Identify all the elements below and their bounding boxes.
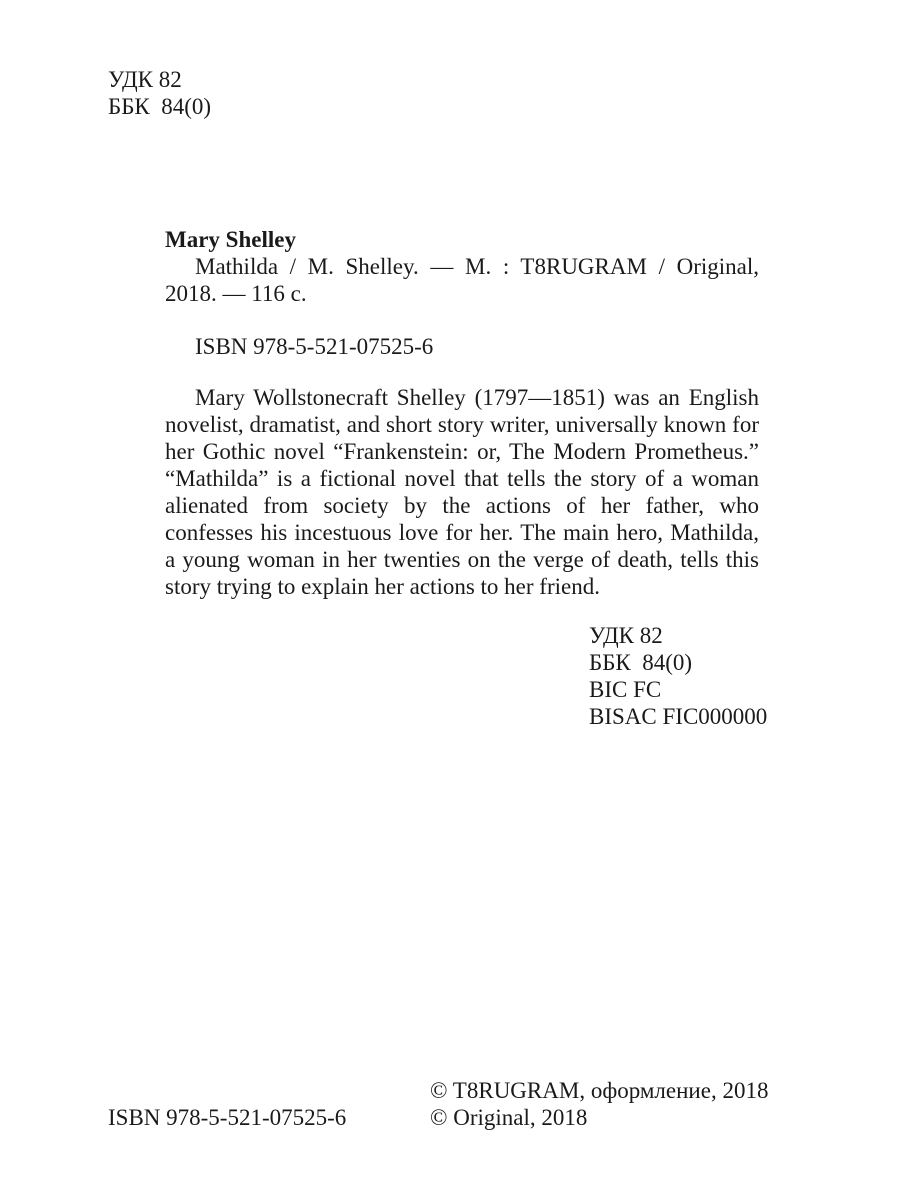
isbn-text: ISBN 978-5-521-07525-6 — [195, 334, 434, 359]
bbk-code: ББК 84(0) — [589, 650, 693, 675]
copyright-notices — [430, 1077, 768, 1131]
udk-code: УДК 82 — [589, 623, 663, 648]
annotation-paragraph: Mary Wollstonecraft Shelley (1797—1851) was an English novelist, dramatist, and short story writer, universally known for her Gothic novel “Frankenstein: or, The Modern Prometheus.” “Mathilda” is a fictional novel that tells the story of a woman alienated from society by the actions of her father, who confesses his incestuous love for her. The main hero, Mathilda, a young woman in her twenties on the verge of death, tells this story trying to explain her actions to her friend. — [165, 385, 759, 599]
isbn-entry — [195, 333, 433, 360]
right-classification-codes — [589, 622, 767, 730]
footer-isbn — [108, 1104, 346, 1131]
isbn-text: ISBN 978-5-521-07525-6 — [108, 1105, 347, 1130]
bisac-code: BISAC FIC000000 — [589, 704, 768, 729]
book-annotation — [165, 384, 759, 600]
bbk-code: ББК 84(0) — [108, 94, 212, 119]
udk-code: УДК 82 — [108, 67, 182, 92]
author-name: Mary Shelley — [165, 227, 296, 252]
citation-line-2: 2018. — 116 с. — [165, 281, 307, 306]
bibliographic-citation — [165, 226, 759, 307]
copyright-original: © Original, 2018 — [430, 1105, 588, 1130]
citation-line-1: Mathilda / M. Shelley. — M. : T8RUGRAM / Original, — [195, 254, 759, 279]
bic-code: BIC FC — [589, 677, 662, 702]
top-classification-codes — [108, 66, 211, 120]
copyright-design: © T8RUGRAM, оформление, 2018 — [430, 1078, 769, 1103]
